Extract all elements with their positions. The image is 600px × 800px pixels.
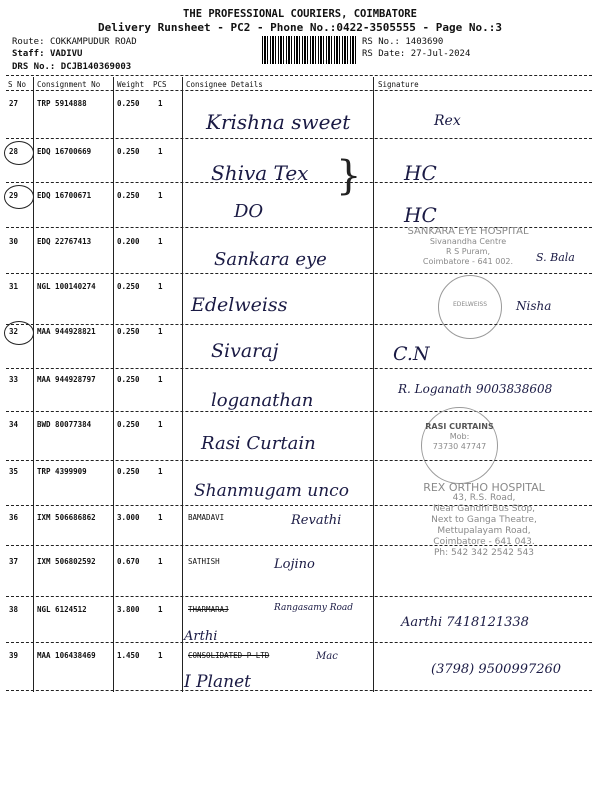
rs-no-value: 1403690 [405,37,444,47]
row-rule [6,460,592,461]
staff-value: VADIVU [49,49,83,59]
row-sno: 32 [9,327,19,336]
row-weight: 3.800 [117,605,140,614]
barcode [262,36,357,64]
runsheet-title: Delivery Runsheet - PC2 - Phone No.:0422-3505555 - Page No.:3 [98,21,502,34]
route-line [12,37,137,47]
row-consignment: NGL 6124512 [37,605,87,614]
rs-no-label: RS No.: [362,37,400,47]
rs-date-label: RS Date: [362,49,406,59]
handwritten-consignee: DO [234,201,264,222]
col-signature: Signature [378,80,419,89]
row-weight: 0.250 [117,191,140,200]
row-weight: 0.250 [117,282,140,291]
drs-value: DCJB140369003 [60,62,132,72]
bracket-mark: } [336,153,362,199]
drs-label: DRS No.: [12,62,56,72]
row-weight: 0.250 [117,147,140,156]
handwritten-signature: Aarthi 7418121338 [401,615,529,630]
handwritten-signature: R. Loganath 9003838608 [398,382,553,396]
row-consignment: EDQ 16700671 [37,191,92,200]
row-consignee-printed: CONSOLIDATED P LTD [188,651,270,660]
row-sno: 28 [9,147,19,156]
col-weight: Weight [117,80,145,89]
row-sno: 38 [9,605,19,614]
row-consignment: MAA 106438469 [37,651,96,660]
row-consignment: IXM 506686862 [37,513,96,522]
handwritten-consignee: Lojino [274,557,315,572]
table-top-rule [6,75,592,76]
row-sno: 39 [9,651,19,660]
rasi-curtains-stamp: RASI CURTAINS Mob: 73730 47747 [421,407,498,484]
row-sno: 34 [9,420,19,429]
row-pcs: 1 [158,651,163,660]
row-weight: 3.000 [117,513,140,522]
row-weight: 0.200 [117,237,140,246]
row-consignment: NGL 100140274 [37,282,96,291]
row-rule [6,324,592,325]
col-details: Consignee Details [186,80,263,89]
row-pcs: 1 [158,237,163,246]
row-consignment: MAA 944928821 [37,327,96,336]
rs-date-line [362,49,470,59]
sankara-hospital-stamp: SANKARA EYE HOSPITAL Sivanandha Centre R S Puram, Coimbatore - 641 002. [407,226,529,266]
row-consignment: EDQ 22767413 [37,237,92,246]
row-consignment: BWD 80077384 [37,420,92,429]
row-consignment: IXM 506802592 [37,557,96,566]
drs-line [12,62,131,72]
column-divider [33,77,34,692]
handwritten-signature: Rex [434,113,461,129]
handwritten-signature: Nisha [516,299,552,313]
col-sno: S No [8,80,27,89]
row-sno: 36 [9,513,19,522]
column-divider [373,77,374,692]
row-sno: 31 [9,282,19,291]
handwritten-consignee: Krishna sweet [206,110,351,134]
handwritten-signature: HC [404,161,437,185]
row-sno: 29 [9,191,19,200]
handwritten-consignee: loganathan [211,390,314,411]
row-sno: 27 [9,99,19,108]
handwritten-signature: (3798) 9500997260 [431,662,562,677]
row-weight: 1.450 [117,651,140,660]
row-consignee-printed: BAMADAVI [188,513,225,522]
row-weight: 0.250 [117,327,140,336]
handwritten-signature: C.N [393,343,430,365]
row-rule [6,182,592,183]
company-name: THE PROFESSIONAL COURIERS, COIMBATORE [183,8,417,20]
col-pcs: PCS [153,80,167,89]
handwritten-consignee: Sankara eye [214,249,327,270]
staff-label: Staff: [12,49,45,59]
row-sno: 33 [9,375,19,384]
row-pcs: 1 [158,420,163,429]
row-pcs: 1 [158,513,163,522]
row-rule [6,368,592,369]
row-pcs: 1 [158,605,163,614]
column-divider [113,77,114,692]
row-rule [6,642,592,643]
row-rule [6,545,592,546]
rs-date-value: 27-Jul-2024 [410,49,471,59]
row-pcs: 1 [158,375,163,384]
row-pcs: 1 [158,557,163,566]
header-rule [6,90,592,91]
handwritten-consignee: Edelweiss [191,294,288,316]
handwritten-signature: HC [404,203,437,227]
row-weight: 0.250 [117,467,140,476]
row-consignee-printed: THARMARAJ [188,605,229,614]
route-label: Route: [12,37,45,47]
row-consignee-printed: SATHISH [188,557,220,566]
handwritten-signature: S. Bala [536,251,575,264]
row-pcs: 1 [158,282,163,291]
row-weight: 0.250 [117,99,140,108]
row-rule [6,690,592,691]
staff-line [12,49,82,59]
handwritten-consignee: Rasi Curtain [201,433,316,454]
row-consignment: TRP 4399909 [37,467,87,476]
handwritten-consignee: Revathi [291,513,342,528]
handwritten-consignee: Shanmugam unco [194,481,349,501]
handwritten-note: Rangasamy Road [274,603,354,613]
row-weight: 0.670 [117,557,140,566]
handwritten-consignee: Arthi [184,629,218,644]
row-weight: 0.250 [117,420,140,429]
col-consignment: Consignment No [37,80,101,89]
column-divider [182,77,183,692]
row-sno: 35 [9,467,19,476]
route-value: COKKAMPUDUR ROAD [49,37,137,47]
row-sno: 37 [9,557,19,566]
row-sno: 30 [9,237,19,246]
row-weight: 0.250 [117,375,140,384]
row-rule [6,273,592,274]
rex-ortho-hospital-stamp: REX ORTHO HOSPITAL 43, R.S. Road, Near Gandhi Bus Stop, Next to Ganga Theatre, Mettupalayam Road, Coimbatore - 641 043. Ph: 542 342 2542 543 [423,481,545,558]
edelweiss-round-stamp: EDELWEISS [438,275,502,339]
rs-no-line [362,37,443,47]
row-rule [6,411,592,412]
row-pcs: 1 [158,191,163,200]
row-consignment: EDQ 16700669 [37,147,92,156]
handwritten-note: Mac [316,651,338,662]
row-rule [6,596,592,597]
handwritten-consignee: I Planet [184,672,251,692]
row-pcs: 1 [158,147,163,156]
row-pcs: 1 [158,467,163,476]
row-pcs: 1 [158,99,163,108]
row-pcs: 1 [158,327,163,336]
handwritten-consignee: Sivaraj [211,340,279,362]
handwritten-consignee: Shiva Tex [211,161,309,185]
row-consignment: TRP 5914888 [37,99,87,108]
row-rule [6,138,592,139]
row-consignment: MAA 944928797 [37,375,96,384]
